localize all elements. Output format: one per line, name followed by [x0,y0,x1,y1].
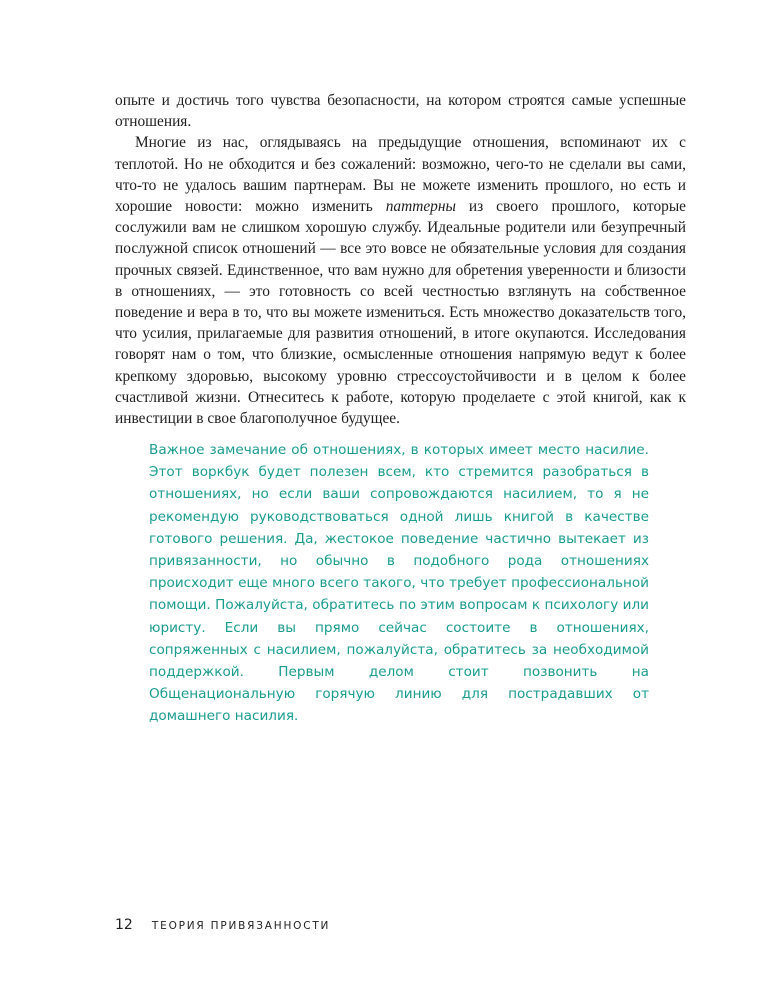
main-paragraph-text-2: из своего прошлого, которые сослужили вам не слишком хорошую службу. Идеальные родители или безупречный послужной список отношений — все это вовсе не обязательные условия для создания прочных связей. Единственное, что вам нужно для обретения уверенности и близости в отношениях, — это готовность со всей честностью взглянуть на собственное поведение и вера в то, что вы можете измениться. Есть множество доказательств того, что усилия, прилагаемые для развития отношений, в итоге окупаются. Исследования говорят нам о том, что близкие, осмысленные отношения напрямую ведут к более крепкому здоровью, высокому уровню стрессоустойчивости и в целом к более счастливой жизни. Отнеситесь к работе, которую проделаете с этой книгой, как к инвестиции в свое благополучное будущее. [115,198,687,428]
page-footer [115,914,330,933]
body-text-block [115,90,686,429]
italic-term: паттерны [385,198,456,216]
main-paragraph [115,132,686,429]
main-paragraph-text-1: Многие из нас, оглядываясь на предыдущие отношения, вспоминают их с теплотой. Но не обходится и без сожалений: возможно, чего-то не сделали вы сами, что-то не удалось вашим партнерам. Вы не можете изменить прошлого, но есть и хорошие новости: можно изменить [115,134,686,216]
page-number: 12 [115,917,133,933]
violence-warning-callout: Важное замечание об отношениях, в которых имеет место насилие. Этот воркбук будет полезен всем, кто стремится разобраться в отношениях, но если ваши сопровождаются насилием, то я не рекомендую руководствоваться одной лишь книгой в качестве готового решения. Да, жестокое поведение частично вытекает из привязанности, но обычно в подобного рода отношениях происходит еще много всего такого, что требует профессиональной помощи. Пожалуйста, обратитесь по этим вопросам к психологу или юристу. Если вы прямо сейчас состоите в отношениях, сопряженных с насилием, пожалуйста, обратитесь за необходимой поддержкой. Первым делом стоит позвонить на Общенациональную горячую линию для пострадавших от домашнего насилия. [149,442,649,725]
running-head: ТЕОРИЯ ПРИВЯЗАННОСТИ [151,920,331,932]
continuation-paragraph: опыте и достичь того чувства безопасности, на котором строятся самые успешные отношения. [115,92,686,131]
